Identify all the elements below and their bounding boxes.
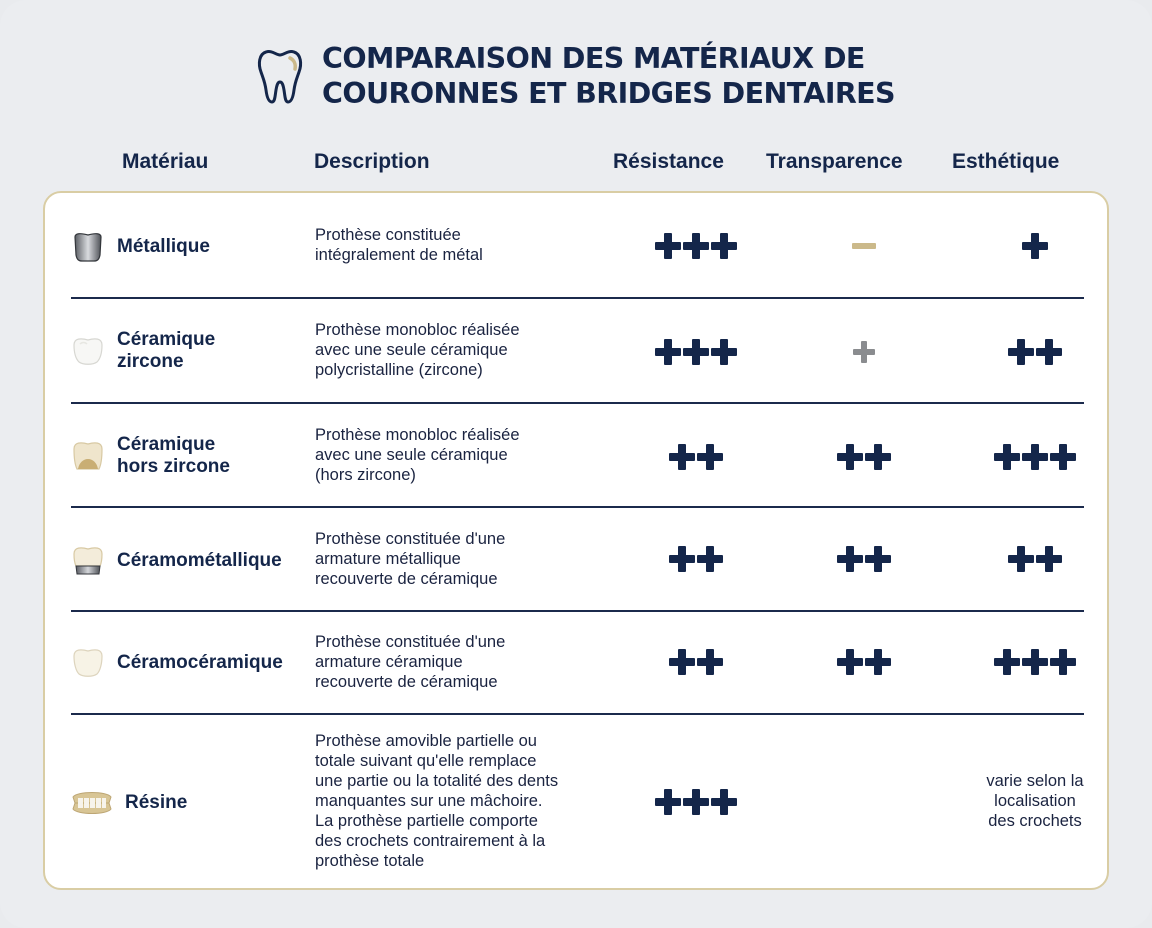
table-row	[71, 404, 1084, 507]
plus-icon	[1008, 339, 1034, 365]
plus-icon	[669, 649, 695, 675]
description-line: avec une seule céramique	[315, 341, 508, 359]
description-line: Prothèse constituée d'une	[315, 530, 506, 548]
plus-icon	[683, 339, 709, 365]
description-line: des crochets contrairement à la	[315, 832, 546, 850]
resistance-rating	[636, 339, 756, 365]
description-line: manquantes sur une mâchoire.	[315, 792, 543, 810]
note-line: localisation	[994, 792, 1076, 810]
plus-icon	[994, 649, 1020, 675]
plus-icon	[865, 649, 891, 675]
zirconia-crown-icon	[71, 335, 105, 367]
description-line: (hors zircone)	[315, 466, 416, 484]
comparison-table	[43, 191, 1109, 890]
description-line: Prothèse monobloc réalisée	[315, 426, 520, 444]
material-name: Céramocéramique	[117, 652, 283, 673]
description-cell	[315, 320, 605, 380]
esthetique-rating	[975, 546, 1095, 572]
table-row	[71, 612, 1084, 714]
plus-icon	[1022, 444, 1048, 470]
material-name: hors zircone	[117, 456, 230, 477]
table-row	[71, 715, 1084, 890]
material-name: Céramique	[117, 329, 216, 350]
description-cell	[315, 632, 605, 692]
denture-icon	[71, 789, 113, 817]
description-line: Prothèse amovible partielle ou	[315, 732, 537, 750]
description-line: Prothèse constituée d'une	[315, 633, 506, 651]
title-line-1: COMPARAISON DES MATÉRIAUX DE	[322, 42, 865, 75]
plus-icon	[669, 546, 695, 572]
plus-icon	[683, 233, 709, 259]
ceramo-ceramic-crown-icon	[71, 646, 105, 680]
description-line: recouverte de céramique	[315, 673, 498, 691]
material-cell	[71, 544, 282, 578]
title-line-2: COURONNES ET BRIDGES DENTAIRES	[322, 77, 895, 110]
plus-icon	[1050, 444, 1076, 470]
description-line: une partie ou la totalité des dents	[315, 772, 559, 790]
material-name: Céramométallique	[117, 550, 282, 571]
note-line: des crochets	[988, 812, 1082, 830]
plus-icon	[655, 789, 681, 815]
esthetique-rating	[975, 444, 1095, 470]
description-line: armature céramique	[315, 653, 463, 671]
plus-icon	[1050, 649, 1076, 675]
description-line: armature métallique	[315, 550, 461, 568]
description-line: intégralement de métal	[315, 246, 483, 264]
transparence-rating	[804, 243, 924, 249]
plus-icon	[711, 789, 737, 815]
plus-icon	[711, 233, 737, 259]
plus-icon	[837, 444, 863, 470]
description-line: avec une seule céramique	[315, 446, 508, 464]
transparence-rating	[804, 341, 924, 363]
header-material: Matériau	[122, 150, 209, 173]
material-name: zircone	[117, 351, 184, 372]
material-cell	[71, 789, 187, 817]
description-line: polycristalline (zircone)	[315, 361, 483, 379]
material-name: Céramique	[117, 434, 216, 455]
page-title	[322, 41, 895, 111]
note-line: varie selon la	[986, 772, 1084, 790]
resistance-rating	[636, 649, 756, 675]
material-name: Résine	[125, 792, 188, 813]
resistance-rating	[636, 789, 756, 815]
resistance-rating	[636, 233, 756, 259]
description-line: totale suivant qu'elle remplace	[315, 752, 537, 770]
plus-icon	[697, 649, 723, 675]
plus-icon	[655, 233, 681, 259]
table-row	[71, 193, 1084, 297]
plus-icon	[837, 546, 863, 572]
resistance-rating	[636, 546, 756, 572]
description-line: recouverte de céramique	[315, 570, 498, 588]
plus-icon	[1008, 546, 1034, 572]
description-line: La prothèse partielle comporte	[315, 812, 538, 830]
description-line: prothèse totale	[315, 852, 425, 870]
description-line: Prothèse constituée	[315, 226, 461, 244]
metal-crown-icon	[71, 231, 105, 263]
header-resistance: Résistance	[613, 150, 724, 173]
header-esthetique: Esthétique	[952, 150, 1060, 173]
tooth-icon	[256, 46, 304, 106]
plus-icon	[697, 546, 723, 572]
description-cell	[315, 731, 605, 871]
table-row	[71, 299, 1084, 403]
ceramic-crown-icon	[71, 439, 105, 473]
transparence-rating	[804, 649, 924, 675]
material-name: Métallique	[117, 236, 210, 257]
table-row	[71, 508, 1084, 610]
description-line: Prothèse monobloc réalisée	[315, 321, 520, 339]
plus-icon	[1036, 546, 1062, 572]
header-description: Description	[314, 150, 430, 173]
esthetique-rating	[975, 339, 1095, 365]
ceramo-metal-crown-icon	[71, 544, 105, 578]
plus-icon	[655, 339, 681, 365]
resistance-rating	[636, 444, 756, 470]
plus-icon	[683, 789, 709, 815]
material-cell	[71, 231, 210, 263]
material-cell	[71, 434, 230, 478]
description-cell	[315, 425, 605, 485]
plus-icon	[837, 649, 863, 675]
esthetique-rating	[975, 649, 1095, 675]
plus-icon	[994, 444, 1020, 470]
plus-icon	[865, 444, 891, 470]
minus-icon	[852, 243, 876, 249]
transparence-rating	[804, 444, 924, 470]
plus-icon	[697, 444, 723, 470]
material-cell	[71, 329, 215, 373]
plus-icon	[1022, 233, 1048, 259]
transparence-rating	[804, 546, 924, 572]
plus-icon	[1036, 339, 1062, 365]
plus-icon	[865, 546, 891, 572]
plus-icon	[853, 341, 875, 363]
esthetique-rating	[975, 233, 1095, 259]
plus-icon	[1022, 649, 1048, 675]
plus-icon	[669, 444, 695, 470]
material-cell	[71, 646, 283, 680]
description-cell	[315, 225, 605, 265]
header-transparence: Transparence	[766, 150, 903, 173]
title-block	[256, 40, 956, 112]
esthetique-note	[970, 771, 1100, 831]
description-cell	[315, 529, 605, 589]
plus-icon	[711, 339, 737, 365]
